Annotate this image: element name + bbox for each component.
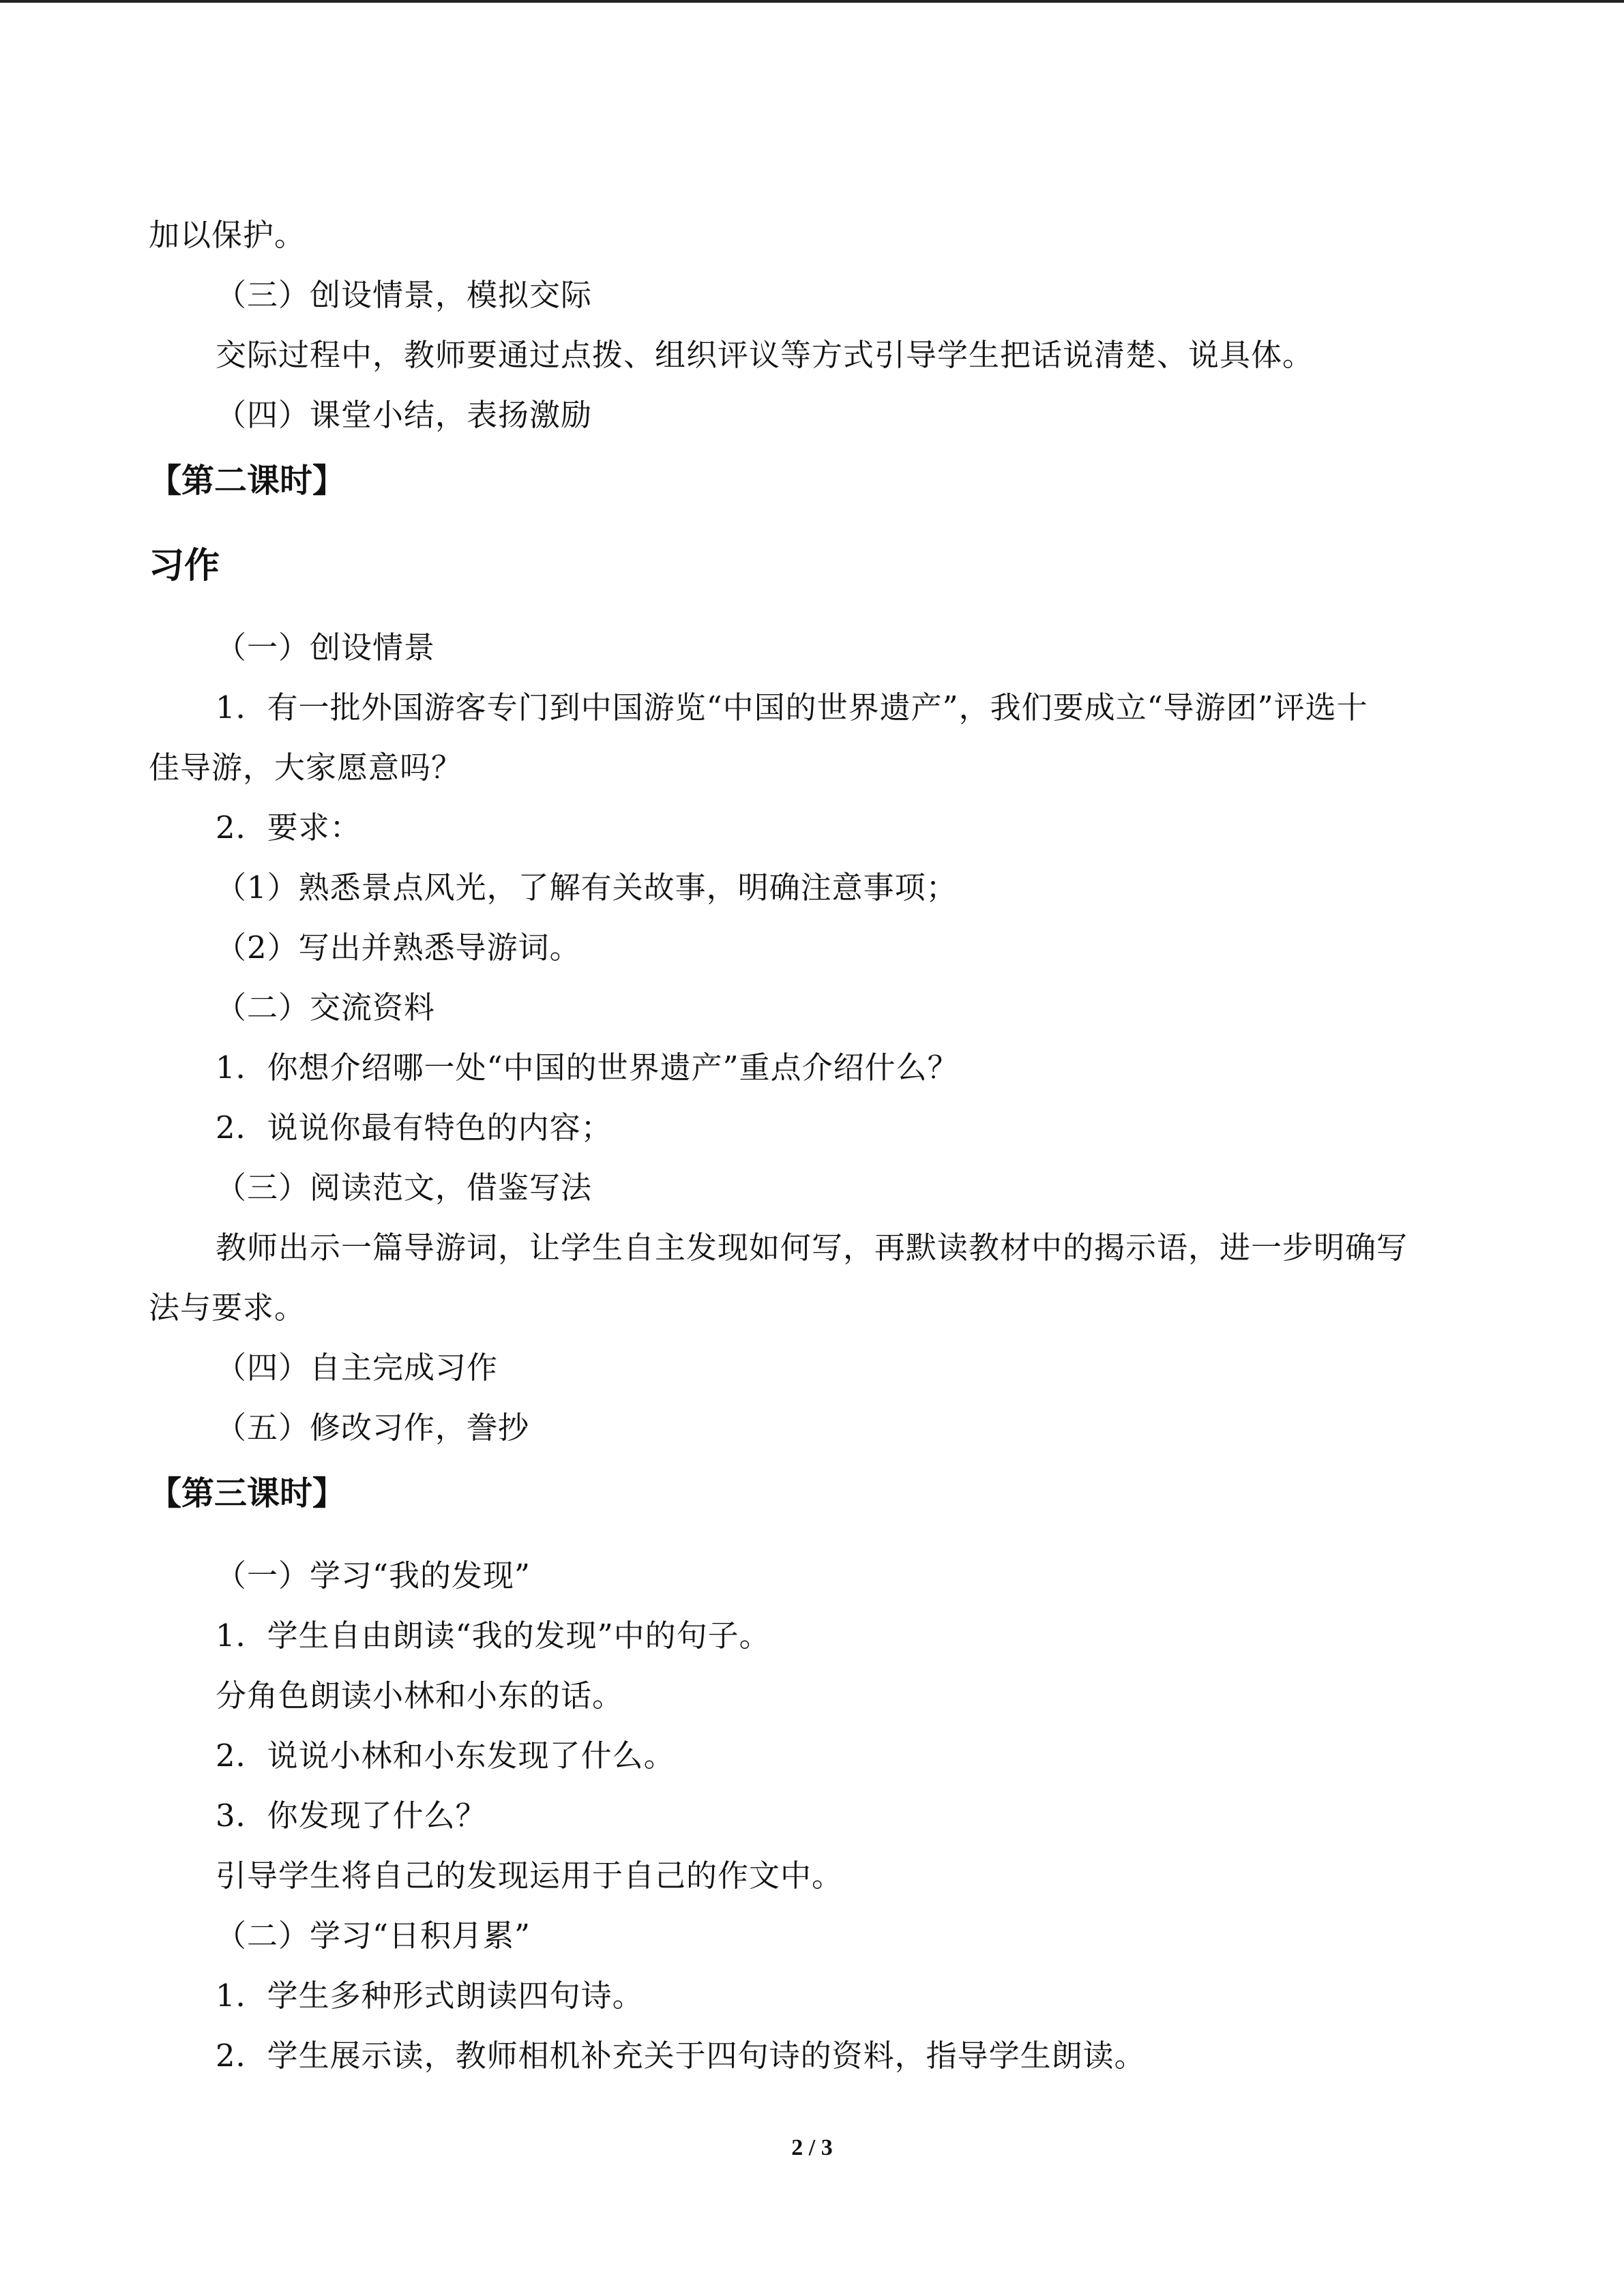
paragraph-line: 教师出示一篇导游词，让学生自主发现如何写，再默读教材中的揭示语，进一步明确写 (216, 1229, 1408, 1266)
list-item: 2．说说小林和小东发现了什么。 (216, 1738, 675, 1774)
step-heading: （三）创设情景，模拟交际 (216, 277, 593, 313)
step-heading: （五）修改习作，誊抄 (216, 1410, 530, 1446)
step-heading: （四）课堂小结，表扬激励 (216, 397, 593, 433)
lesson-heading-2: 【第二课时】 (149, 462, 346, 500)
paragraph-line: 佳导游，大家愿意吗？ (149, 749, 463, 786)
list-item: 1．学生自由朗读“我的发现”中的句子。 (216, 1617, 771, 1654)
step-heading: （一）创设情景 (216, 629, 436, 666)
step-heading: （二）交流资料 (216, 989, 436, 1026)
list-item: 2．学生展示读，教师相机补充关于四句诗的资料，指导学生朗读。 (216, 2038, 1146, 2074)
list-item: 1．你想介绍哪一处“中国的世界遗产”重点介绍什么？ (216, 1049, 959, 1086)
paragraph-line: 引导学生将自己的发现运用于自己的作文中。 (216, 1858, 844, 1894)
paragraph-line: 法与要求。 (149, 1289, 306, 1326)
step-heading: （二）学习“日积月累” (216, 1918, 531, 1954)
step-heading: （一）学习“我的发现” (216, 1557, 531, 1594)
section-subheading: 习作 (149, 546, 220, 586)
list-item: 1．学生多种形式朗读四句诗。 (216, 1978, 644, 2014)
step-heading: （四）自主完成习作 (216, 1350, 499, 1386)
paragraph-line: 分角色朗读小林和小东的话。 (216, 1678, 624, 1714)
paragraph-line: 1．有一批外国游客专门到中国游览“中国的世界遗产”，我们要成立“导游团”评选十 (216, 689, 1368, 726)
paragraph-line: 交际过程中，教师要通过点拨、组织评议等方式引导学生把话说清楚、说具体。 (216, 337, 1314, 373)
list-item: 3．你发现了什么？ (216, 1798, 487, 1834)
list-item: 2．说说你最有特色的内容； (216, 1109, 612, 1146)
step-heading: （三）阅读范文，借鉴写法 (216, 1169, 593, 1206)
list-item: （2）写出并熟悉导游词。 (216, 929, 581, 966)
paragraph-line: 2．要求： (216, 809, 361, 846)
list-item: （1）熟悉景点风光，了解有关故事，明确注意事项； (216, 869, 958, 906)
paragraph-line: 加以保护。 (149, 217, 306, 253)
lesson-heading-3: 【第三课时】 (149, 1474, 346, 1512)
page-number: 2 / 3 (791, 2135, 833, 2160)
